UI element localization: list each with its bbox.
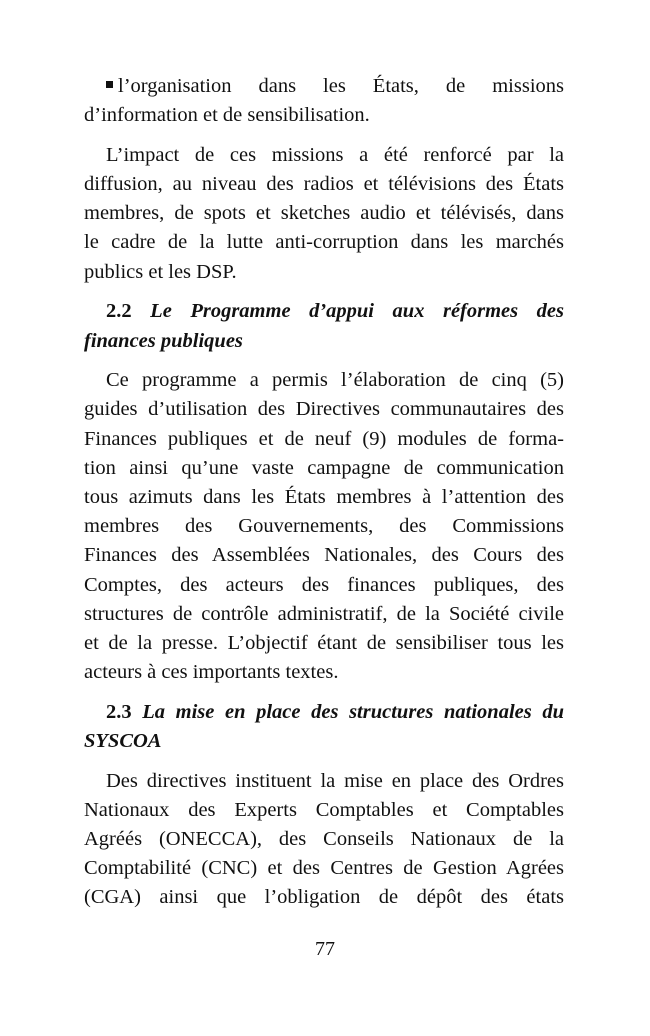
heading-line: SYSCOA [84, 729, 162, 752]
heading-line: finances publiques [84, 329, 243, 352]
text-line: Finances des Assemblées Nationales, des Cours des [84, 544, 564, 567]
heading-line: 2.3 La mise en place des structures nationales du [106, 700, 564, 723]
text-line: guides d’utilisation des Directives communautaires des [84, 398, 564, 421]
text-line: Nationaux des Experts Comptables et Comptables [84, 798, 564, 821]
text-line: Ce programme a permis l’élaboration de cinq (5) [106, 369, 564, 392]
square-bullet-icon [106, 81, 113, 88]
text-line: Comptes, des acteurs des finances publiques, des [84, 573, 564, 596]
text-line: L’impact de ces missions a été renforcé par la [106, 143, 564, 166]
text-line: acteurs à ces importants textes. [84, 661, 339, 684]
text-line: tion ainsi qu’une vaste campagne de communication [84, 456, 564, 479]
text-line: et de la presse. L’objectif étant de sensibiliser tous les [84, 631, 564, 654]
text-line: diffusion, au niveau des radios et télévisions des États [84, 173, 564, 196]
text-line: Finances publiques et de neuf (9) modules de forma- [84, 427, 564, 450]
text-line: Agréés (ONECCA), des Conseils Nationaux de la [84, 828, 564, 850]
heading-line: 2.2 Le Programme d’appui aux réformes des [106, 300, 564, 323]
text-line: le cadre de la lutte anti-corruption dans les marchés [84, 231, 564, 254]
paragraph [84, 141, 564, 287]
text-line: l’organisation dans les États, de missions [84, 72, 564, 101]
text-line: tous azimuts dans les États membres à l’attention des [84, 485, 564, 508]
text-line: structures de contrôle administratif, de la Société civile [84, 602, 564, 625]
text-line: membres, de spots et sketches audio et télévisés, dans [84, 202, 564, 225]
text-line: Des directives instituent la mise en place des Ordres [106, 769, 564, 792]
section-heading-2-2 [84, 297, 564, 355]
paragraph [84, 767, 564, 913]
paragraph [84, 366, 564, 687]
bullet-item [84, 72, 564, 130]
text-line: publics et les DSP. [84, 260, 237, 283]
document-page [84, 72, 564, 913]
section-number: 2.3 [106, 700, 132, 723]
section-heading-2-3 [84, 698, 564, 756]
text-line: d’information et de sensibilisation. [84, 104, 370, 127]
text-line: (CGA) ainsi que l’obligation de dépôt des états [84, 886, 564, 909]
text-line: Comptabilité (CNC) et des Centres de Gestion Agrées [84, 857, 564, 880]
section-number: 2.2 [106, 300, 132, 323]
text-line: membres des Gouvernements, des Commissions [84, 515, 564, 538]
page-number: 77 [315, 938, 335, 960]
